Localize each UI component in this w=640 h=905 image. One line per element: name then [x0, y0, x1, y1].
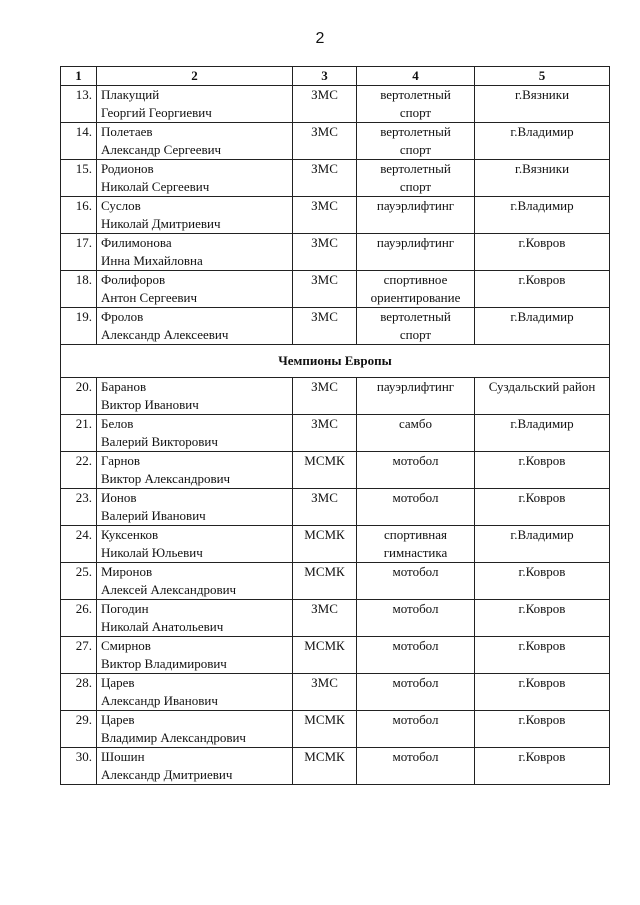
- city: г.Ковров: [475, 674, 610, 711]
- sport-discipline: [357, 526, 475, 563]
- header-col-5: 5: [475, 67, 610, 86]
- sport-line-1: самбо: [398, 416, 433, 431]
- athlete-given-names: Николай Сергеевич: [101, 179, 210, 194]
- athlete-name: [97, 711, 293, 748]
- row-number: 23.: [61, 489, 97, 526]
- header-col-2: 2: [97, 67, 293, 86]
- row-number: 22.: [61, 452, 97, 489]
- sport-discipline: [357, 563, 475, 600]
- city: г.Вязники: [475, 160, 610, 197]
- city: г.Ковров: [475, 234, 610, 271]
- table-row: [61, 378, 610, 415]
- athlete-given-names: Александр Сергеевич: [101, 142, 222, 157]
- sport-line-1: спортивная: [383, 527, 448, 542]
- sport-title: МСМК: [293, 526, 357, 563]
- sport-line-1: мотобол: [392, 453, 439, 468]
- sport-discipline: [357, 123, 475, 160]
- row-number: 13.: [61, 86, 97, 123]
- athlete-surname: Гарнов: [101, 453, 141, 468]
- sport-discipline: [357, 378, 475, 415]
- athlete-name: [97, 600, 293, 637]
- sport-line-1: вертолетный: [380, 161, 451, 176]
- row-number: 19.: [61, 308, 97, 345]
- table-row: [61, 637, 610, 674]
- athlete-given-names: Георгий Георгиевич: [101, 105, 212, 120]
- athlete-name: [97, 271, 293, 308]
- sport-discipline: [357, 674, 475, 711]
- sport-discipline: [357, 271, 475, 308]
- city: г.Владимир: [475, 197, 610, 234]
- table-row: [61, 489, 610, 526]
- sport-title: ЗМС: [293, 234, 357, 271]
- row-number: 17.: [61, 234, 97, 271]
- athlete-given-names: Александр Алексеевич: [101, 327, 229, 342]
- city: г.Ковров: [475, 489, 610, 526]
- athlete-surname: Белов: [101, 416, 134, 431]
- row-number: 28.: [61, 674, 97, 711]
- table-row: [61, 526, 610, 563]
- sport-line-2: спорт: [399, 179, 432, 194]
- city: г.Владимир: [475, 123, 610, 160]
- city: г.Ковров: [475, 600, 610, 637]
- athlete-given-names: Антон Сергеевич: [101, 290, 197, 305]
- sport-discipline: [357, 711, 475, 748]
- sport-line-2: ориентирование: [370, 290, 461, 305]
- sport-title: ЗМС: [293, 86, 357, 123]
- sport-line-2: спорт: [399, 142, 432, 157]
- city: г.Владимир: [475, 526, 610, 563]
- athlete-given-names: Инна Михайловна: [101, 253, 203, 268]
- table-row: [61, 86, 610, 123]
- sport-line-1: пауэрлифтинг: [376, 198, 455, 213]
- sport-discipline: [357, 197, 475, 234]
- athlete-surname: Шошин: [101, 749, 145, 764]
- sport-title: МСМК: [293, 748, 357, 785]
- sport-line-2: спорт: [399, 105, 432, 120]
- sport-title: МСМК: [293, 563, 357, 600]
- sport-discipline: [357, 308, 475, 345]
- athlete-name: [97, 748, 293, 785]
- athlete-given-names: Виктор Иванович: [101, 397, 199, 412]
- header-col-3: 3: [293, 67, 357, 86]
- sport-line-1: вертолетный: [380, 87, 451, 102]
- section-title: Чемпионы Европы: [61, 345, 610, 378]
- athlete-given-names: Николай Юльевич: [101, 545, 203, 560]
- athlete-surname: Куксенков: [101, 527, 159, 542]
- athlete-name: [97, 452, 293, 489]
- sport-line-1: вертолетный: [380, 124, 451, 139]
- row-number: 27.: [61, 637, 97, 674]
- athlete-name: [97, 234, 293, 271]
- athlete-surname: Погодин: [101, 601, 149, 616]
- city: г.Вязники: [475, 86, 610, 123]
- sport-line-1: мотобол: [392, 712, 439, 727]
- row-number: 25.: [61, 563, 97, 600]
- sport-title: ЗМС: [293, 489, 357, 526]
- table-header-row: [61, 67, 610, 86]
- section-row: [61, 345, 610, 378]
- athlete-surname: Ионов: [101, 490, 137, 505]
- athlete-given-names: Николай Дмитриевич: [101, 216, 221, 231]
- sport-line-1: пауэрлифтинг: [376, 235, 455, 250]
- athlete-surname: Миронов: [101, 564, 153, 579]
- athlete-surname: Плакущий: [101, 87, 160, 102]
- sport-title: ЗМС: [293, 600, 357, 637]
- header-col-1: 1: [61, 67, 97, 86]
- sport-title: МСМК: [293, 637, 357, 674]
- sport-line-1: мотобол: [392, 601, 439, 616]
- athlete-given-names: Виктор Александрович: [101, 471, 231, 486]
- athlete-name: [97, 378, 293, 415]
- athlete-given-names: Виктор Владимирович: [101, 656, 227, 671]
- table-row: [61, 600, 610, 637]
- sport-line-1: пауэрлифтинг: [376, 379, 455, 394]
- sport-discipline: [357, 452, 475, 489]
- row-number: 29.: [61, 711, 97, 748]
- table-row: [61, 197, 610, 234]
- city: г.Ковров: [475, 748, 610, 785]
- athlete-given-names: Валерий Иванович: [101, 508, 206, 523]
- sport-line-1: мотобол: [392, 749, 439, 764]
- athlete-name: [97, 86, 293, 123]
- sport-discipline: [357, 600, 475, 637]
- table-row: [61, 415, 610, 452]
- athlete-surname: Филимонова: [101, 235, 172, 250]
- sport-discipline: [357, 234, 475, 271]
- city: г.Ковров: [475, 711, 610, 748]
- athlete-given-names: Валерий Викторович: [101, 434, 218, 449]
- row-number: 18.: [61, 271, 97, 308]
- city: Суздальский район: [475, 378, 610, 415]
- table-row: [61, 711, 610, 748]
- sport-title: ЗМС: [293, 378, 357, 415]
- sport-discipline: [357, 489, 475, 526]
- row-number: 30.: [61, 748, 97, 785]
- sport-line-1: спортивное: [383, 272, 448, 287]
- table-row: [61, 674, 610, 711]
- row-number: 21.: [61, 415, 97, 452]
- sport-title: ЗМС: [293, 160, 357, 197]
- sport-line-1: мотобол: [392, 675, 439, 690]
- city: г.Ковров: [475, 637, 610, 674]
- sport-title: ЗМС: [293, 271, 357, 308]
- table-row: [61, 234, 610, 271]
- city: г.Владимир: [475, 415, 610, 452]
- athlete-surname: Царев: [101, 712, 135, 727]
- table-row: [61, 271, 610, 308]
- athlete-given-names: Александр Дмитриевич: [101, 767, 233, 782]
- header-col-4: 4: [357, 67, 475, 86]
- athlete-name: [97, 674, 293, 711]
- row-number: 26.: [61, 600, 97, 637]
- sport-line-1: вертолетный: [380, 309, 451, 324]
- sport-line-1: мотобол: [392, 564, 439, 579]
- row-number: 14.: [61, 123, 97, 160]
- athlete-surname: Фролов: [101, 309, 144, 324]
- athlete-name: [97, 526, 293, 563]
- table-body-european-champions: [61, 378, 610, 785]
- table-body-world-champions: [61, 86, 610, 345]
- athlete-given-names: Александр Иванович: [101, 693, 218, 708]
- athletes-table: [60, 66, 610, 785]
- athlete-surname: Суслов: [101, 198, 141, 213]
- athlete-name: [97, 563, 293, 600]
- sport-title: ЗМС: [293, 308, 357, 345]
- athlete-name: [97, 415, 293, 452]
- athlete-name: [97, 489, 293, 526]
- sport-line-1: мотобол: [392, 638, 439, 653]
- city: г.Ковров: [475, 452, 610, 489]
- table-row: [61, 452, 610, 489]
- row-number: 20.: [61, 378, 97, 415]
- table-row: [61, 123, 610, 160]
- row-number: 16.: [61, 197, 97, 234]
- athlete-surname: Смирнов: [101, 638, 151, 653]
- table-row: [61, 160, 610, 197]
- athlete-surname: Полетаев: [101, 124, 153, 139]
- athlete-surname: Фолифоров: [101, 272, 166, 287]
- sport-discipline: [357, 415, 475, 452]
- athlete-name: [97, 123, 293, 160]
- athlete-given-names: Владимир Александрович: [101, 730, 246, 745]
- sport-title: МСМК: [293, 452, 357, 489]
- sport-title: ЗМС: [293, 123, 357, 160]
- sport-line-1: мотобол: [392, 490, 439, 505]
- sport-discipline: [357, 86, 475, 123]
- athlete-given-names: Алексей Александрович: [101, 582, 237, 597]
- city: г.Владимир: [475, 308, 610, 345]
- row-number: 24.: [61, 526, 97, 563]
- city: г.Ковров: [475, 271, 610, 308]
- athlete-surname: Родионов: [101, 161, 154, 176]
- athlete-given-names: Николай Анатольевич: [101, 619, 224, 634]
- table-row: [61, 563, 610, 600]
- sport-discipline: [357, 160, 475, 197]
- sport-discipline: [357, 637, 475, 674]
- sport-line-2: гимнастика: [383, 545, 448, 560]
- athlete-surname: Баранов: [101, 379, 147, 394]
- sport-discipline: [357, 748, 475, 785]
- table-row: [61, 748, 610, 785]
- sport-title: ЗМС: [293, 197, 357, 234]
- page-number: 2: [315, 30, 325, 47]
- sport-line-2: спорт: [399, 327, 432, 342]
- sport-title: МСМК: [293, 711, 357, 748]
- athlete-name: [97, 637, 293, 674]
- athlete-name: [97, 160, 293, 197]
- athlete-name: [97, 197, 293, 234]
- city: г.Ковров: [475, 563, 610, 600]
- table-row: [61, 308, 610, 345]
- sport-title: ЗМС: [293, 415, 357, 452]
- row-number: 15.: [61, 160, 97, 197]
- sport-title: ЗМС: [293, 674, 357, 711]
- athlete-surname: Царев: [101, 675, 135, 690]
- athlete-name: [97, 308, 293, 345]
